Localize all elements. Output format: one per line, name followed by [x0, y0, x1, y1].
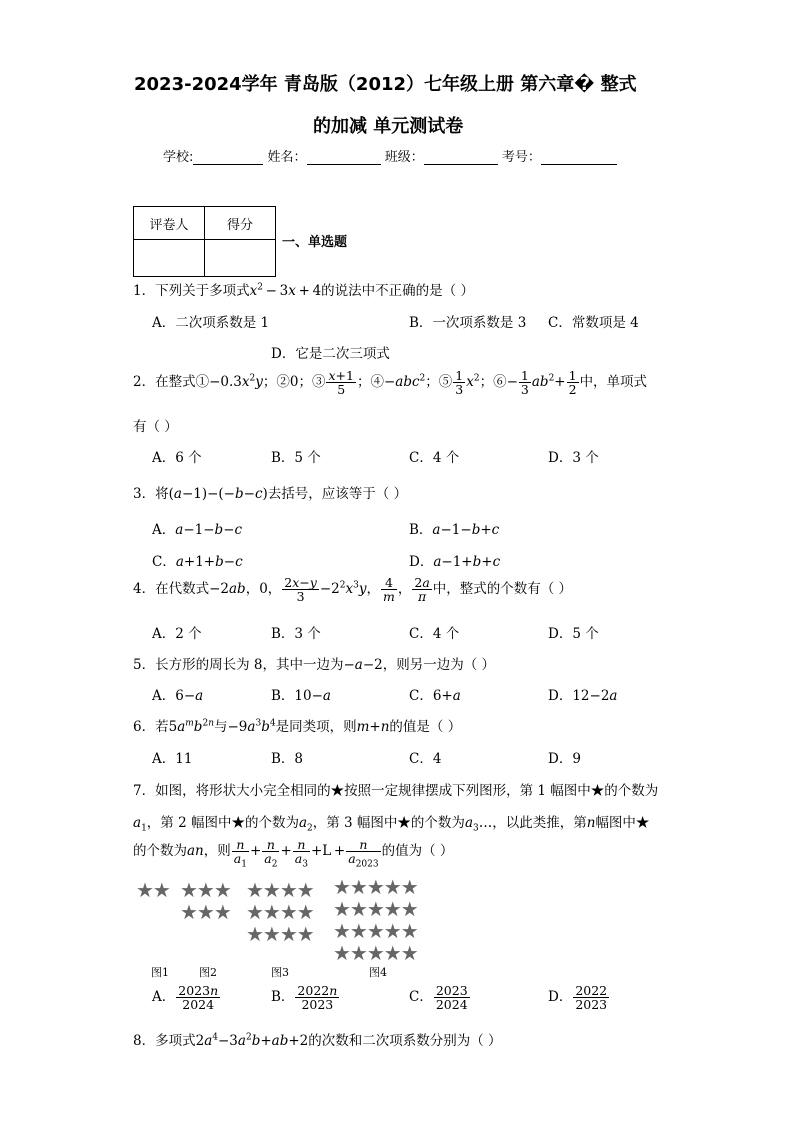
- star-pattern-4: ★★★★★ ★★★★★ ★★★★★ ★★★★★: [333, 875, 418, 965]
- reviewer-header: 评卷人: [134, 207, 205, 240]
- star-pattern-2: ★★★ ★★★: [180, 878, 231, 924]
- question-7-option-a[interactable]: A． $\frac{2023n}{2024}$: [152, 983, 219, 1013]
- figure-label-2: 图2: [199, 966, 217, 979]
- school-field[interactable]: [193, 150, 263, 165]
- question-2-option-c[interactable]: C．4 个: [409, 450, 460, 466]
- question-2-option-b[interactable]: B．5 个: [271, 450, 321, 466]
- question-4-option-c[interactable]: C．4 个: [409, 626, 460, 642]
- question-2-option-d[interactable]: D．3 个: [548, 450, 599, 466]
- figure-label-3: 图3: [271, 966, 289, 979]
- section-heading: 一、单选题: [282, 235, 348, 250]
- question-5-option-a[interactable]: A．6−a: [152, 688, 204, 704]
- question-5-option-c[interactable]: C．6+a: [409, 688, 461, 704]
- question-1-stem: 1．下列关于多项式$x^2 - 3x + 4$的说法中不正确的是（ ）: [133, 282, 474, 299]
- reviewer-cell[interactable]: [134, 240, 205, 277]
- figure-label-1: 图1: [151, 966, 169, 979]
- question-7-option-d[interactable]: D． $\frac{2022}{2023}$: [548, 983, 608, 1013]
- question-3-option-d[interactable]: D．a−1+b+c: [409, 554, 501, 570]
- student-info-line: [163, 146, 617, 165]
- question-4-option-b[interactable]: B．3 个: [271, 626, 321, 642]
- score-cell[interactable]: [205, 240, 276, 277]
- exam-title-line2: 的加减 单元测试卷: [313, 116, 464, 137]
- question-6-stem: 6．若$5a^mb^{2n}$与$-9a^3b^4$是同类项，则m+n的值是（ ）: [133, 718, 462, 735]
- question-5-option-d[interactable]: D．12−2a: [548, 688, 618, 704]
- exam-title-line1: 2023-2024学年 青岛版（2012）七年级上册 第六章� 整式: [134, 74, 637, 95]
- question-3-option-a[interactable]: A．a−1−b−c: [152, 522, 243, 538]
- question-6-option-d[interactable]: D．9: [548, 751, 581, 767]
- class-field[interactable]: [424, 150, 498, 165]
- number-field[interactable]: [541, 150, 617, 165]
- question-2-stem: 2．在整式$①-0.3x^2y$；②0；③ $\frac{x+1}{5}$ ；④−abc$^2$；⑤ $\frac{1}{3}$ $x^2$；⑥− $\frac{1}{3}$ $ab^2+$ $\frac{1}{2}$ 中，单项式: [133, 368, 648, 398]
- question-6-option-b[interactable]: B．8: [271, 751, 304, 767]
- question-1-option-c[interactable]: C．常数项是 4: [548, 315, 639, 331]
- name-label: 姓名：: [267, 150, 307, 165]
- question-6-option-c[interactable]: C．4: [409, 751, 442, 767]
- question-7-stem-line1: 7．如图，将形状大小完全相同的★按照一定规律摆成下列图形，第 1 幅图中★的个数为: [133, 783, 659, 799]
- question-5-option-b[interactable]: B．10−a: [271, 688, 331, 704]
- question-7-stem-line3: 的个数为an，则 $\frac{n}{a_1}$ + $\frac{n}{a_2}$ + $\frac{n}{a_3}$ +L + $\frac{n}{a_{2023}}$ 的值为（ ）: [133, 837, 454, 870]
- star-pattern-3: ★★★★ ★★★★ ★★★★: [246, 878, 314, 946]
- name-field[interactable]: [307, 150, 381, 165]
- score-table: [133, 206, 276, 277]
- question-1-option-b[interactable]: B．一次项系数是 3: [409, 315, 527, 331]
- question-2-option-a[interactable]: A．6 个: [152, 450, 202, 466]
- question-7-option-c[interactable]: C． $\frac{2023}{2024}$: [409, 983, 468, 1013]
- question-7-stem-line2: $a_1$，第 2 幅图中★的个数为$a_2$，第 3 幅图中★的个数为$a_3\dots$，以此类推，第n幅图中★: [133, 815, 650, 834]
- question-4-option-a[interactable]: A．2 个: [152, 626, 202, 642]
- number-label: 考号：: [501, 150, 541, 165]
- star-pattern-1: ★★: [136, 878, 170, 902]
- question-8-stem: 8．多项式$2a^4-3a^2b+ab+2$的次数和二次项系数分别为（ ）: [133, 1032, 502, 1049]
- question-4-option-d[interactable]: D．5 个: [548, 626, 599, 642]
- school-label: 学校:: [163, 150, 194, 165]
- question-6-option-a[interactable]: A．11: [152, 751, 193, 767]
- score-header: 得分: [205, 207, 276, 240]
- question-2-stem-line2: 有（ ）: [133, 419, 178, 435]
- class-label: 班级：: [384, 150, 424, 165]
- question-3-option-c[interactable]: C．a+1+b−c: [152, 554, 243, 570]
- question-3-option-b[interactable]: B．a−1−b+c: [409, 522, 500, 538]
- question-1-option-a[interactable]: A．二次项系数是 1: [152, 315, 270, 331]
- figure-label-4: 图4: [369, 966, 387, 979]
- question-5-stem: 5．长方形的周长为 8，其中一边为−a−2，则另一边为（ ）: [133, 657, 496, 673]
- question-4-stem: 4．在代数式−2ab，0， $\frac{2x-y}{3}$ $-2^2x^3y$， $\frac{4}{m}$ ， $\frac{2a}{\pi}$ 中，整式的个数有（ ）: [133, 575, 573, 605]
- question-3-stem: 3．将(a−1)−(−b−c)去括号，应该等于（ ）: [133, 486, 408, 502]
- question-7-option-b[interactable]: B． $\frac{2022n}{2023}$: [271, 983, 338, 1013]
- question-1-option-d[interactable]: D．它是二次三项式: [271, 346, 390, 362]
